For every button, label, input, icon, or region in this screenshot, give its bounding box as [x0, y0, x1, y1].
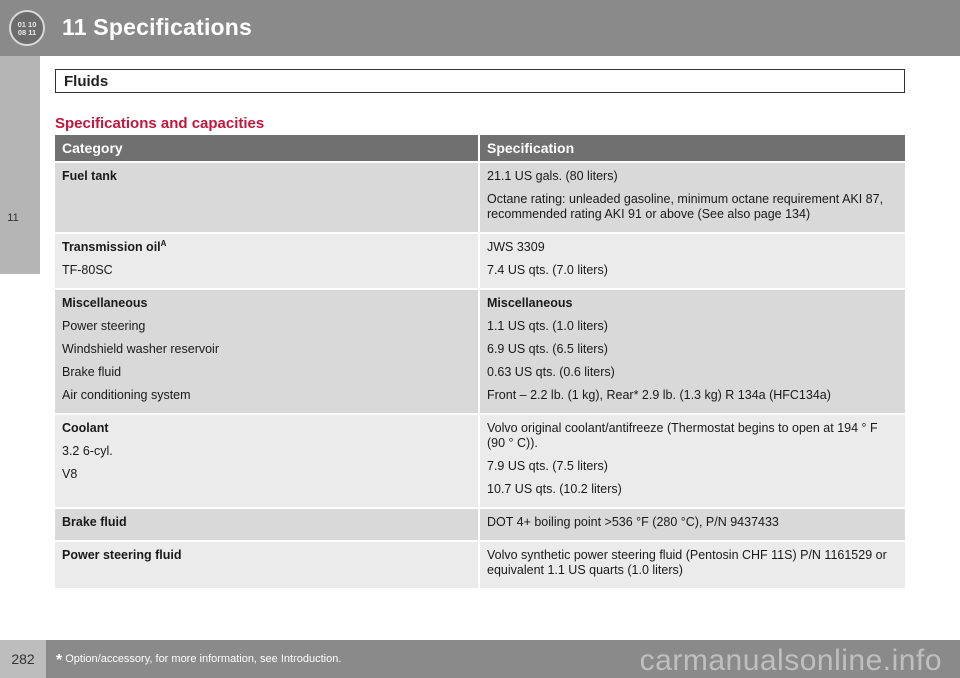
header-category: Category — [55, 135, 478, 161]
category-cell — [55, 288, 478, 413]
asterisk-marker: * — [56, 652, 63, 669]
chapter-badge-icon — [9, 10, 45, 46]
specification-cell — [478, 161, 905, 232]
spec-transmission-standard: JWS 3309 — [487, 240, 545, 254]
category-power-steering: Power steering — [62, 319, 146, 333]
chapter-tab-number: 11 — [7, 212, 19, 224]
table-row — [55, 413, 905, 507]
category-cell — [55, 507, 478, 540]
page-number: 282 — [0, 640, 46, 678]
category-brake-fluid-row: Brake fluid — [62, 515, 127, 529]
specification-cell — [478, 540, 905, 588]
spec-brake-fluid-row: DOT 4+ boiling point >536 °F (280 °C), P/N 9437433 — [487, 515, 779, 529]
footer-note — [56, 652, 341, 670]
spec-brake-fluid: 0.63 US qts. (0.6 liters) — [487, 365, 615, 379]
category-coolant-v8: V8 — [62, 467, 78, 481]
spec-power-steering-fluid: Volvo synthetic power steering fluid (Pentosin CHF 11S) P/N 1161529 or equivalent 1.1 US quarts (1.0 liters) — [487, 548, 887, 577]
section-title-box — [55, 69, 905, 93]
table-row — [55, 540, 905, 588]
category-coolant: Coolant — [62, 421, 109, 435]
category-transmission-type: TF-80SC — [62, 263, 113, 277]
chapter-title: 11 Specifications — [62, 14, 253, 40]
badge-line-1: 01 10 — [17, 20, 37, 29]
spec-transmission-capacity: 7.4 US qts. (7.0 liters) — [487, 263, 608, 277]
table-row — [55, 288, 905, 413]
table-row — [55, 161, 905, 232]
category-cell — [55, 540, 478, 588]
category-miscellaneous: Miscellaneous — [62, 296, 148, 310]
footnote-marker: A — [160, 238, 167, 248]
spec-washer-reservoir: 6.9 US qts. (6.5 liters) — [487, 342, 608, 356]
specifications-table — [55, 135, 905, 588]
specification-cell — [478, 232, 905, 288]
table-row — [55, 507, 905, 540]
category-washer-reservoir: Windshield washer reservoir — [62, 342, 220, 356]
category-air-conditioning: Air conditioning system — [62, 388, 191, 402]
table-heading: Specifications and capacities — [55, 115, 265, 132]
spec-coolant-v8: 10.7 US qts. (10.2 liters) — [487, 482, 622, 496]
category-power-steering-fluid: Power steering fluid — [62, 548, 182, 562]
spec-miscellaneous: Miscellaneous — [487, 296, 573, 310]
header-specification: Specification — [478, 135, 905, 161]
badge-line-2: 08 11 — [17, 28, 37, 37]
category-transmission-oil — [62, 240, 471, 255]
footer-note-text: Option/accessory, for more information, see Introduction. — [65, 653, 342, 665]
category-brake-fluid: Brake fluid — [62, 365, 122, 379]
category-cell — [55, 232, 478, 288]
spec-power-steering: 1.1 US qts. (1.0 liters) — [487, 319, 608, 333]
spec-coolant-6cyl: 7.9 US qts. (7.5 liters) — [487, 459, 608, 473]
category-fuel-tank: Fuel tank — [62, 169, 117, 183]
category-cell — [55, 413, 478, 507]
page-footer — [0, 640, 960, 678]
category-cell — [55, 161, 478, 232]
spec-fuel-octane: Octane rating: unleaded gasoline, minimum octane requirement AKI 87, recommended rating AKI 91 or above (See also page 134) — [487, 192, 884, 221]
watermark: carmanualsonline.info — [639, 644, 942, 677]
specification-cell — [478, 288, 905, 413]
specification-cell — [478, 507, 905, 540]
category-coolant-6cyl: 3.2 6-cyl. — [62, 444, 113, 458]
chapter-header — [0, 0, 960, 56]
chapter-side-tab — [0, 56, 40, 274]
spec-air-conditioning: Front – 2.2 lb. (1 kg), Rear* 2.9 lb. (1.3 kg) R 134a (HFC134a) — [487, 388, 831, 402]
table-row — [55, 232, 905, 288]
spec-fuel-capacity: 21.1 US gals. (80 liters) — [487, 169, 618, 183]
specification-cell — [478, 413, 905, 507]
section-title: Fluids — [64, 73, 109, 90]
table-header-row — [55, 135, 905, 161]
category-transmission-oil-label: Transmission oil — [62, 240, 161, 254]
spec-coolant-type: Volvo original coolant/antifreeze (Thermostat begins to open at 194 ° F (90 ° C)). — [487, 421, 878, 450]
